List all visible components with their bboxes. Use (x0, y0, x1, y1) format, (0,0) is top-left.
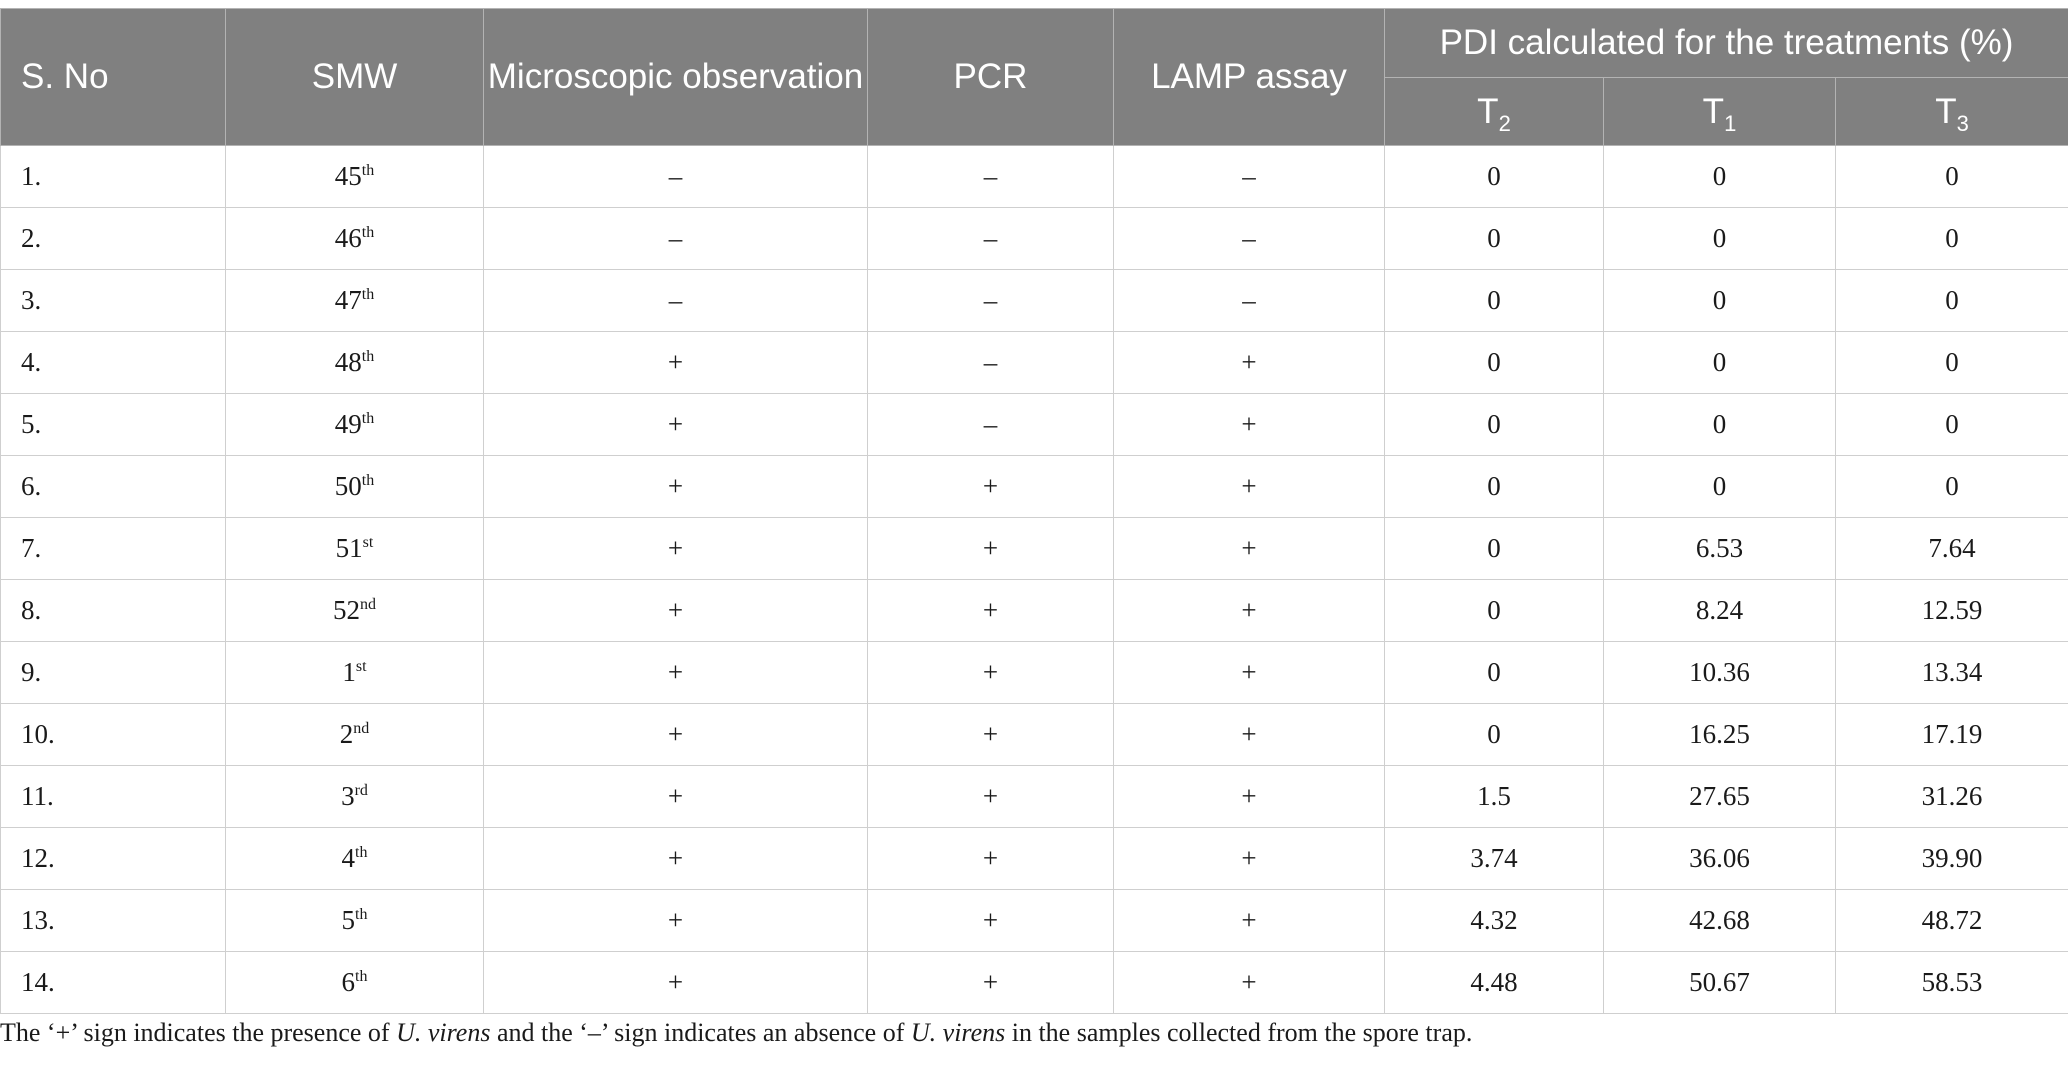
cell-smw (226, 828, 484, 890)
cell-t1: 10.36 (1604, 642, 1836, 704)
header-t2 (1385, 78, 1604, 146)
cell-microscopic: + (484, 890, 868, 952)
cell-t3: 58.53 (1836, 952, 2068, 1014)
cell-smw (226, 394, 484, 456)
cell-t2: 0 (1385, 704, 1604, 766)
header-t1-base: T (1702, 91, 1725, 131)
smw-week-number: 1 (342, 657, 356, 687)
cell-t3: 0 (1836, 270, 2068, 332)
cell-sno: 7. (1, 518, 226, 580)
smw-week-number: 48 (334, 347, 362, 377)
header-t2-sub: 2 (1498, 110, 1511, 136)
cell-lamp: + (1114, 580, 1385, 642)
cell-microscopic: – (484, 146, 868, 208)
smw-week-number: 3 (341, 781, 355, 811)
smw-ordinal-suffix: th (355, 968, 368, 985)
cell-sno: 13. (1, 890, 226, 952)
smw-ordinal-suffix: nd (360, 596, 376, 613)
header-t3-base: T (1935, 91, 1957, 131)
cell-smw (226, 766, 484, 828)
cell-smw (226, 580, 484, 642)
header-pcr: PCR (868, 9, 1114, 146)
smw-week-number: 45 (334, 161, 362, 191)
cell-t1: 0 (1604, 208, 1836, 270)
cell-microscopic: + (484, 332, 868, 394)
cell-smw (226, 208, 484, 270)
cell-t1: 0 (1604, 332, 1836, 394)
footnote-species-2: U. virens (910, 1018, 1006, 1047)
cell-pcr: + (868, 642, 1114, 704)
cell-pcr: – (868, 208, 1114, 270)
table-body (1, 146, 2068, 1014)
smw-ordinal-suffix: th (361, 348, 375, 365)
table-row (1, 952, 2068, 1014)
smw-ordinal-suffix: th (355, 906, 368, 923)
cell-t2: 4.48 (1385, 952, 1604, 1014)
smw-ordinal-suffix: st (355, 658, 367, 675)
smw-ordinal-suffix: th (361, 286, 375, 303)
cell-t1: 0 (1604, 270, 1836, 332)
cell-t1: 42.68 (1604, 890, 1836, 952)
cell-microscopic: + (484, 642, 868, 704)
cell-lamp: – (1114, 270, 1385, 332)
cell-t3: 31.26 (1836, 766, 2068, 828)
cell-t3: 0 (1836, 456, 2068, 518)
smw-week-number: 52 (333, 595, 360, 625)
smw-ordinal-suffix: th (361, 410, 375, 427)
cell-smw (226, 952, 484, 1014)
cell-microscopic: + (484, 704, 868, 766)
cell-pcr: + (868, 518, 1114, 580)
header-microscopic: Microscopic observation (484, 9, 868, 146)
cell-sno: 11. (1, 766, 226, 828)
cell-lamp: + (1114, 394, 1385, 456)
cell-lamp: + (1114, 766, 1385, 828)
table-row (1, 828, 2068, 890)
cell-t1: 8.24 (1604, 580, 1836, 642)
cell-t1: 27.65 (1604, 766, 1836, 828)
smw-week-number: 6 (341, 967, 356, 997)
cell-t3: 0 (1836, 394, 2068, 456)
cell-t2: 4.32 (1385, 890, 1604, 952)
cell-smw (226, 146, 484, 208)
table-row (1, 642, 2068, 704)
cell-lamp: + (1114, 456, 1385, 518)
cell-sno: 6. (1, 456, 226, 518)
header-lamp: LAMP assay (1114, 9, 1385, 146)
table-row (1, 890, 2068, 952)
cell-microscopic: + (484, 518, 868, 580)
smw-ordinal-suffix: rd (354, 782, 368, 799)
cell-t2: 0 (1385, 642, 1604, 704)
cell-pcr: + (868, 766, 1114, 828)
table-footnote (0, 1018, 1472, 1048)
cell-sno: 12. (1, 828, 226, 890)
cell-smw (226, 332, 484, 394)
cell-sno: 9. (1, 642, 226, 704)
cell-pcr: + (868, 890, 1114, 952)
table-row (1, 146, 2068, 208)
cell-pcr: – (868, 394, 1114, 456)
cell-t3: 17.19 (1836, 704, 2068, 766)
smw-week-number: 51 (335, 533, 363, 563)
cell-smw (226, 890, 484, 952)
smw-week-number: 47 (334, 285, 362, 315)
header-t3-sub: 3 (1956, 110, 1969, 136)
cell-smw (226, 270, 484, 332)
cell-smw (226, 456, 484, 518)
smw-week-number: 46 (334, 223, 362, 253)
cell-t3: 12.59 (1836, 580, 2068, 642)
table-row (1, 394, 2068, 456)
cell-t2: 0 (1385, 146, 1604, 208)
cell-microscopic: + (484, 456, 868, 518)
cell-microscopic: + (484, 828, 868, 890)
cell-sno: 1. (1, 146, 226, 208)
cell-lamp: + (1114, 828, 1385, 890)
smw-ordinal-suffix: st (362, 534, 374, 551)
cell-lamp: + (1114, 332, 1385, 394)
cell-smw (226, 518, 484, 580)
cell-sno: 2. (1, 208, 226, 270)
cell-t2: 0 (1385, 394, 1604, 456)
table-row (1, 332, 2068, 394)
cell-t1: 36.06 (1604, 828, 1836, 890)
cell-microscopic: – (484, 208, 868, 270)
header-pdi-group: PDI calculated for the treatments (%) (1385, 9, 2068, 78)
cell-pcr: + (868, 952, 1114, 1014)
cell-t1: 6.53 (1604, 518, 1836, 580)
cell-pcr: + (868, 580, 1114, 642)
smw-week-number: 50 (334, 471, 362, 501)
cell-microscopic: + (484, 580, 868, 642)
cell-microscopic: + (484, 952, 868, 1014)
smw-ordinal-suffix: th (361, 224, 375, 241)
cell-microscopic: + (484, 394, 868, 456)
table-row (1, 580, 2068, 642)
cell-t1: 16.25 (1604, 704, 1836, 766)
header-t1-sub: 1 (1724, 110, 1737, 136)
cell-t3: 7.64 (1836, 518, 2068, 580)
results-table-container (0, 8, 2068, 1014)
footnote-species-1: U. virens (396, 1018, 491, 1047)
cell-t2: 3.74 (1385, 828, 1604, 890)
cell-t3: 39.90 (1836, 828, 2068, 890)
cell-t3: 13.34 (1836, 642, 2068, 704)
header-smw: SMW (226, 9, 484, 146)
cell-sno: 4. (1, 332, 226, 394)
cell-pcr: + (868, 456, 1114, 518)
smw-ordinal-suffix: nd (353, 720, 370, 737)
cell-microscopic: + (484, 766, 868, 828)
table-row (1, 208, 2068, 270)
cell-sno: 3. (1, 270, 226, 332)
cell-lamp: + (1114, 952, 1385, 1014)
footnote-part2: and the ‘–’ sign indicates an absence of (490, 1018, 911, 1047)
cell-lamp: + (1114, 642, 1385, 704)
cell-microscopic: – (484, 270, 868, 332)
cell-pcr: + (868, 704, 1114, 766)
cell-pcr: + (868, 828, 1114, 890)
footnote-part1: The ‘+’ sign indicates the presence of (0, 1018, 397, 1047)
cell-t2: 0 (1385, 518, 1604, 580)
table-row (1, 704, 2068, 766)
cell-t1: 0 (1604, 146, 1836, 208)
footnote-part3: in the samples collected from the spore trap. (1005, 1018, 1473, 1047)
cell-sno: 14. (1, 952, 226, 1014)
cell-t2: 0 (1385, 456, 1604, 518)
cell-lamp: – (1114, 208, 1385, 270)
header-t1 (1604, 78, 1836, 146)
table-row (1, 270, 2068, 332)
cell-lamp: – (1114, 146, 1385, 208)
cell-t3: 48.72 (1836, 890, 2068, 952)
cell-t1: 50.67 (1604, 952, 1836, 1014)
smw-week-number: 5 (341, 905, 356, 935)
cell-lamp: + (1114, 518, 1385, 580)
header-t3 (1836, 78, 2068, 146)
smw-ordinal-suffix: th (355, 844, 368, 861)
cell-t2: 1.5 (1385, 766, 1604, 828)
cell-lamp: + (1114, 890, 1385, 952)
smw-week-number: 2 (339, 719, 354, 749)
cell-lamp: + (1114, 704, 1385, 766)
cell-t3: 0 (1836, 332, 2068, 394)
cell-t2: 0 (1385, 580, 1604, 642)
cell-t2: 0 (1385, 332, 1604, 394)
results-table (0, 8, 2068, 1014)
cell-t3: 0 (1836, 146, 2068, 208)
table-header (1, 9, 2068, 146)
cell-pcr: – (868, 146, 1114, 208)
cell-t1: 0 (1604, 394, 1836, 456)
header-sno: S. No (1, 9, 226, 146)
header-t2-base: T (1477, 91, 1499, 131)
cell-sno: 5. (1, 394, 226, 456)
table-row (1, 456, 2068, 518)
table-row (1, 518, 2068, 580)
cell-t2: 0 (1385, 270, 1604, 332)
smw-ordinal-suffix: th (361, 162, 375, 179)
cell-sno: 8. (1, 580, 226, 642)
cell-smw (226, 704, 484, 766)
smw-ordinal-suffix: th (361, 472, 375, 489)
cell-pcr: – (868, 332, 1114, 394)
smw-week-number: 4 (341, 843, 356, 873)
cell-t1: 0 (1604, 456, 1836, 518)
smw-week-number: 49 (334, 409, 362, 439)
cell-sno: 10. (1, 704, 226, 766)
cell-t3: 0 (1836, 208, 2068, 270)
cell-smw (226, 642, 484, 704)
cell-t2: 0 (1385, 208, 1604, 270)
table-row (1, 766, 2068, 828)
cell-pcr: – (868, 270, 1114, 332)
